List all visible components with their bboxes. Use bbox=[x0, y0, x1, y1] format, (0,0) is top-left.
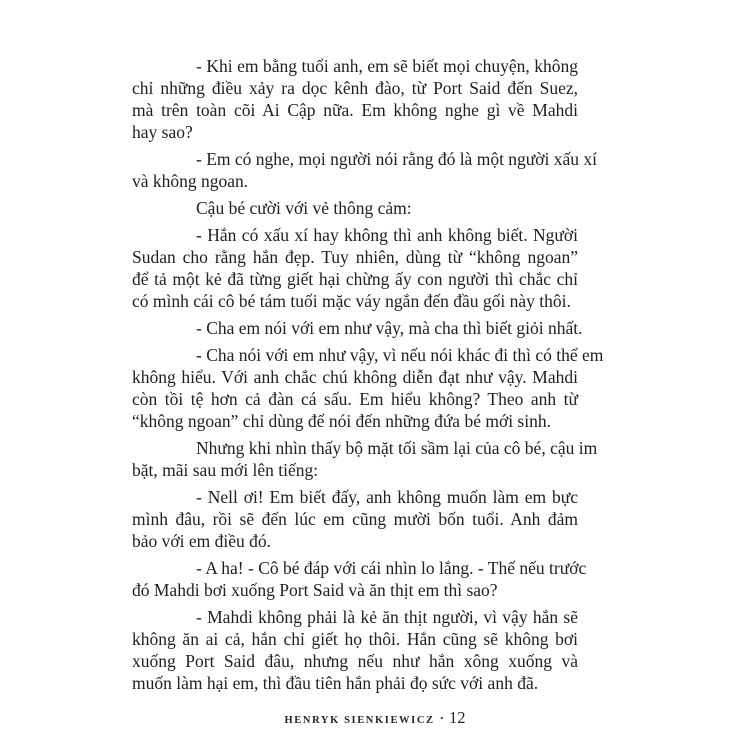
text-line: chỉ những điều xảy ra dọc kênh đào, từ Port Said đến Suez, bbox=[132, 78, 578, 98]
text-line: còn tồi tệ hơn cả đàn cá sấu. Em hiểu không? Theo anh từ bbox=[132, 389, 578, 409]
text-line: Sudan cho rằng hắn đẹp. Tuy nhiên, dùng từ “không ngoan” bbox=[132, 247, 578, 267]
paragraph bbox=[132, 197, 578, 219]
text-line: bặt, mãi sau mới lên tiếng: bbox=[132, 460, 319, 480]
text-line: hay sao? bbox=[132, 122, 193, 142]
page-number: 12 bbox=[448, 708, 466, 727]
footer-separator-dot: · bbox=[439, 710, 444, 725]
text-line: - Mahdi không phải là kẻ ăn thịt người, vì vậy hắn sẽ bbox=[196, 607, 578, 627]
text-line: - A ha! - Cô bé đáp với cái nhìn lo lắng. - Thế nếu trước bbox=[196, 558, 587, 578]
paragraph bbox=[132, 148, 598, 192]
paragraph bbox=[132, 55, 578, 143]
text-line: bảo với em điều đó. bbox=[132, 531, 272, 551]
text-line: đó Mahdi bơi xuống Port Said và ăn thịt em thì sao? bbox=[132, 580, 498, 600]
text-line: xuống Port Said đâu, nhưng nếu như hắn xông xuống và bbox=[132, 651, 578, 671]
text-line: muốn làm hại em, thì đầu tiên hắn phải đọ sức với anh đã. bbox=[132, 673, 539, 693]
text-line: - Hắn có xấu xí hay không thì anh không biết. Người bbox=[196, 225, 578, 245]
text-line: không hiểu. Với anh chắc chú không diễn đạt như vậy. Mahdi bbox=[132, 367, 578, 387]
text-line: Cậu bé cười với vẻ thông cảm: bbox=[196, 198, 412, 218]
text-line: để tả một kẻ đã từng giết hại chừng ấy con người thì chắc chỉ bbox=[132, 269, 578, 289]
text-line: và không ngoan. bbox=[132, 171, 249, 191]
paragraph bbox=[132, 344, 604, 432]
paragraph bbox=[132, 486, 578, 552]
text-line: có mình cái cô bé tám tuổi mặc váy ngắn đến đầu gối này thôi. bbox=[132, 291, 571, 311]
text-line: - Khi em bằng tuổi anh, em sẽ biết mọi chuyện, không bbox=[196, 56, 578, 76]
text-line: - Em có nghe, mọi người nói rằng đó là một người xấu xí bbox=[196, 149, 598, 169]
paragraph bbox=[132, 224, 578, 312]
text-line: - Cha nói với em như vậy, vì nếu nói khác đi thì có thể em bbox=[196, 345, 604, 365]
text-line: không ăn ai cả, hắn chỉ giết họ thôi. Hắn cũng sẽ không bơi bbox=[132, 629, 578, 649]
paragraph bbox=[132, 606, 578, 694]
text-line: Nhưng khi nhìn thấy bộ mặt tối sầm lại của cô bé, cậu im bbox=[196, 438, 598, 458]
paragraph bbox=[132, 317, 583, 339]
paragraph bbox=[132, 557, 587, 601]
text-line: “không ngoan” chỉ dùng để nói đến những đứa bé mới sinh. bbox=[132, 411, 551, 431]
text-line: - Cha em nói với em như vậy, mà cha thì biết giỏi nhất. bbox=[196, 318, 583, 338]
text-line: mà trên toàn cõi Ai Cập nữa. Em không nghe gì về Mahdi bbox=[132, 100, 578, 120]
paragraph bbox=[132, 437, 598, 481]
page-footer bbox=[0, 708, 750, 728]
page-body-text bbox=[132, 55, 604, 694]
text-line: mình đâu, rồi sẽ đến lúc em cũng mười bốn tuổi. Anh đảm bbox=[132, 509, 578, 529]
footer-author: HENRYK SIENKIEWICZ bbox=[284, 715, 435, 726]
text-line: - Nell ơi! Em biết đấy, anh không muốn làm em bực bbox=[196, 487, 578, 507]
